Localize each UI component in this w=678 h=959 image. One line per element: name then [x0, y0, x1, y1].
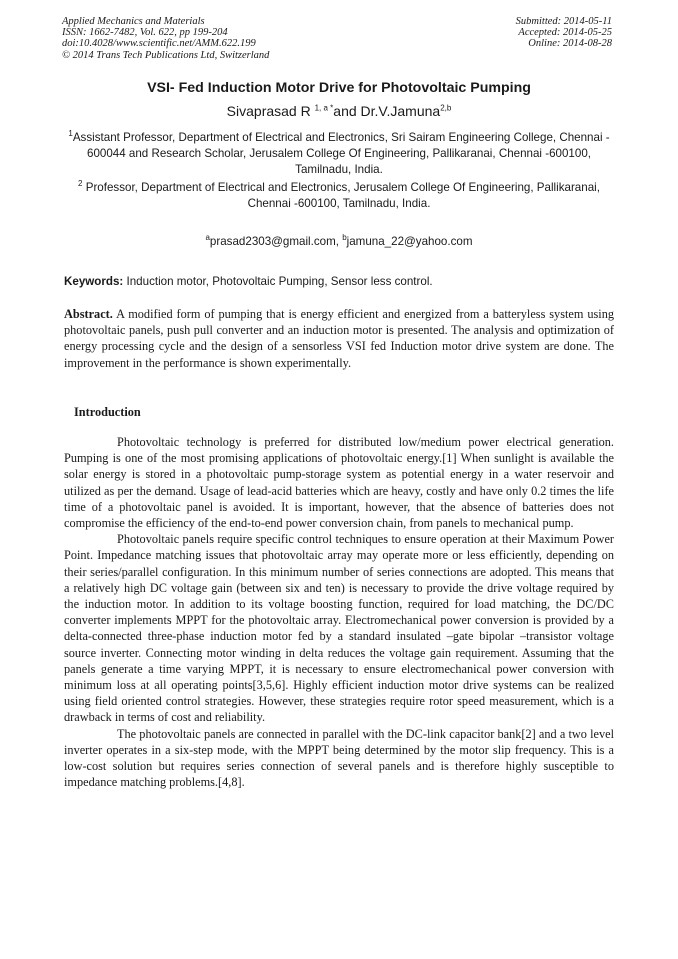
abstract-label: Abstract. [64, 307, 113, 321]
abstract-text: A modified form of pumping that is energy efficient and energized from a batteryless system using photovoltaic panels, push pull converter and an induction motor is presented. The analysis and optimization of energy processing cycle and the design of a sensorless VSI fed Induction motor drive system are done. The improvement in the performance is shown experimentally. [64, 307, 614, 370]
author-2: and Dr.V.Jamuna [333, 103, 441, 119]
affiliation-2-text: Professor, Department of Electrical and Electronics, Jerusalem College Of Engineering, Pallikaranai, Chennai -600100, Tamilnadu, India. [82, 181, 600, 210]
journal-header-right [516, 16, 612, 50]
body-paragraph: Photovoltaic technology is preferred for distributed low/medium power electrical generation. Pumping is one of the most promising applications of photovoltaic energy.[1] When sunlight is available the solar energy is stored in a photovoltaic pump-storage system as potential energy in a water reservoir and utilized as per the demand. Usage of lead-acid batteries which are heavy, costly and have only 0.2 times the life time of a photovoltaic panel is avoided. It is important, however, that the absence of batteries does not compromise the efficiency of the end-to-end power conversion chain, from panels to mechanical pump. [64, 435, 614, 531]
journal-name: Applied Mechanics and Materials [62, 16, 205, 27]
affiliation-2-mark: 2 [78, 179, 83, 189]
submitted-date: Submitted: 2014-05-11 [515, 16, 612, 27]
author-2-marks: 2,b [440, 103, 452, 113]
keywords-text: Induction motor, Photovoltaic Pumping, Sensor less control. [123, 275, 433, 288]
accepted-date: Accepted: 2014-05-25 [518, 27, 612, 39]
affiliation-1-mark: 1 [68, 129, 73, 139]
abstract [64, 306, 614, 371]
keywords-label: Keywords: [64, 275, 124, 288]
email-b-mark: b [342, 233, 347, 243]
email-b: jamuna_22@yahoo.com [346, 235, 473, 248]
online-date: Online: 2014-08-28 [528, 38, 612, 50]
journal-issn: ISSN: 1662-7482, Vol. 622, pp 199-204 [62, 27, 228, 39]
email-a-mark: a [205, 233, 210, 243]
author-emails [0, 235, 678, 248]
journal-copyright: © 2014 Trans Tech Publications Ltd, Switzerland [62, 49, 270, 61]
journal-doi: doi:10.4028/www.scientific.net/AMM.622.199 [62, 38, 256, 50]
introduction-body [64, 434, 614, 790]
email-a: prasad2303@gmail.com, [209, 235, 343, 248]
body-paragraph: Photovoltaic panels require specific control techniques to ensure operation at their Maximum Power Point. Impedance matching issues that photovoltaic array may operate more or less efficiently, depending on their series/parallel configuration. In this minimum number of series connections are adopted. This means that a relatively high DC voltage gain (between six and ten) is necessary to provide the drive voltage required by the induction motor. In addition to its voltage boosting function, required for load matching, the DC/DC converter implements MPPT for the photovoltaic array. Electromechanical power conversion is provided by a delta-connected three-phase induction motor fed by a standard insulated –gate bipolar –transistor voltage source inverter. Connecting motor winding in delta reduces the voltage gain requirement. Assuming that the panels generate a time varying MPPT, it is necessary to ensure electromechanical power conversion with minimum loss at all operating points[3,5,6]. Highly efficient induction motor drive systems can be realized using field oriented control strategies. However, these strategies require rotor speed measurement, which is a drawback in terms of cost and reliability. [64, 532, 614, 725]
author-1-marks: 1, a * [314, 103, 334, 113]
body-paragraph: The photovoltaic panels are connected in parallel with the DC-link capacitor bank[2] and a two level inverter operates in a six-step mode, with the MPPT being determined by the motor slip frequency. This is a low-cost solution but requires series connection of several panels and is therefore highly susceptible to impedance matching problems.[4,8]. [64, 726, 614, 790]
paper-title: VSI- Fed Induction Motor Drive for Photovoltaic Pumping [147, 80, 531, 96]
affiliation-2 [64, 180, 614, 212]
author-line [0, 103, 678, 119]
section-title-introduction: Introduction [74, 405, 141, 419]
affiliation-1 [64, 130, 614, 178]
affiliation-1-text: Assistant Professor, Department of Electrical and Electronics, Sri Sairam Engineering College, Chennai - 600044 and Research Scholar, Jerusalem College Of Engineering, Pallikaranai, Chennai -600100, Tamilnadu, India. [72, 131, 610, 176]
keywords [64, 275, 614, 288]
journal-header-left [62, 16, 269, 61]
author-1: Sivaprasad R [226, 103, 315, 119]
